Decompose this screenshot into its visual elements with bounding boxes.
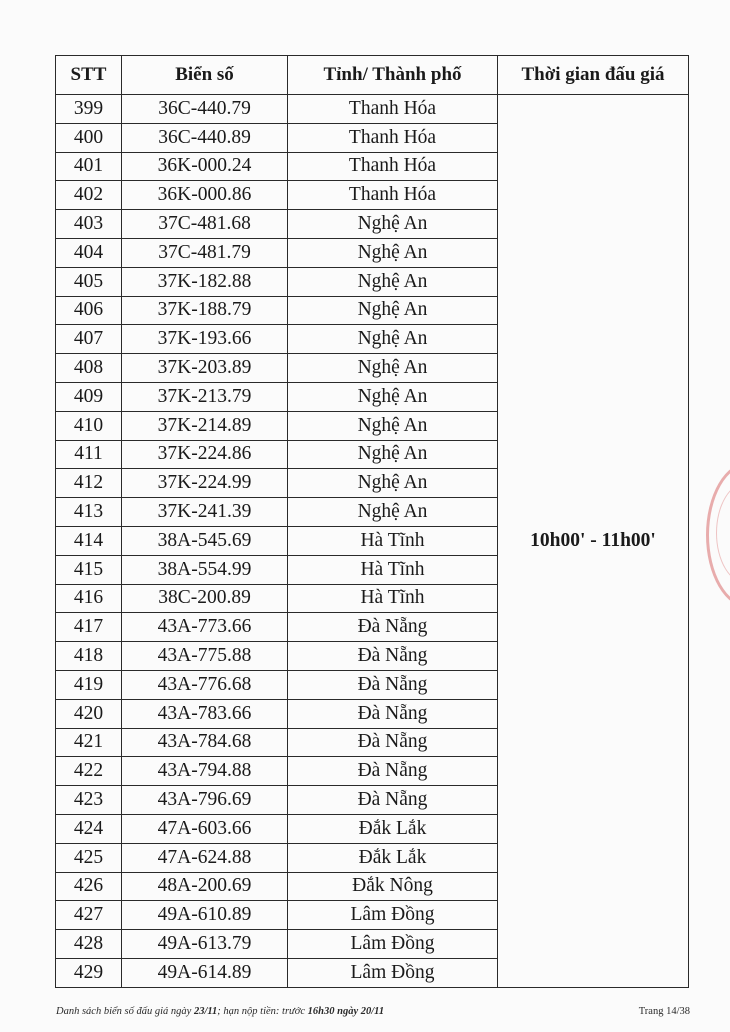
row-stt: 413: [56, 498, 122, 527]
row-province: Đà Nẵng: [288, 728, 498, 757]
row-province: Thanh Hóa: [288, 152, 498, 181]
row-province: Nghệ An: [288, 354, 498, 383]
row-plate: 37K-241.39: [122, 498, 288, 527]
row-stt: 429: [56, 958, 122, 987]
row-province: Lâm Đồng: [288, 901, 498, 930]
row-province: Lâm Đồng: [288, 930, 498, 959]
row-province: Đà Nẵng: [288, 670, 498, 699]
row-stt: 406: [56, 296, 122, 325]
row-province: Hà Tĩnh: [288, 526, 498, 555]
row-province: Nghệ An: [288, 469, 498, 498]
row-plate: 37K-224.86: [122, 440, 288, 469]
row-plate: 43A-773.66: [122, 613, 288, 642]
row-plate: 37K-188.79: [122, 296, 288, 325]
row-stt: 428: [56, 930, 122, 959]
row-stt: 416: [56, 584, 122, 613]
row-stt: 400: [56, 123, 122, 152]
row-plate: 37C-481.68: [122, 210, 288, 239]
row-stt: 407: [56, 325, 122, 354]
row-stt: 419: [56, 670, 122, 699]
row-stt: 423: [56, 786, 122, 815]
row-stt: 414: [56, 526, 122, 555]
row-plate: 37K-193.66: [122, 325, 288, 354]
row-province: Nghệ An: [288, 210, 498, 239]
row-plate: 49A-614.89: [122, 958, 288, 987]
footer-note: [56, 1006, 384, 1017]
row-province: Nghệ An: [288, 382, 498, 411]
row-plate: 37C-481.79: [122, 238, 288, 267]
row-province: Nghệ An: [288, 238, 498, 267]
row-plate: 37K-214.89: [122, 411, 288, 440]
row-plate: 47A-603.66: [122, 814, 288, 843]
row-province: Đà Nẵng: [288, 642, 498, 671]
row-plate: 37K-182.88: [122, 267, 288, 296]
page-number: Trang 14/38: [638, 1006, 690, 1017]
auction-time-slot: 10h00' - 11h00': [498, 95, 689, 988]
row-plate: 43A-783.66: [122, 699, 288, 728]
header-plate: Biển số: [122, 56, 288, 95]
row-province: Thanh Hóa: [288, 95, 498, 124]
row-province: Đắk Nông: [288, 872, 498, 901]
header-stt: STT: [56, 56, 122, 95]
row-province: Đà Nẵng: [288, 786, 498, 815]
row-plate: 43A-794.88: [122, 757, 288, 786]
license-plate-table: [55, 55, 689, 988]
row-plate: 43A-784.68: [122, 728, 288, 757]
row-stt: 412: [56, 469, 122, 498]
row-province: Đà Nẵng: [288, 613, 498, 642]
row-stt: 424: [56, 814, 122, 843]
row-plate: 49A-610.89: [122, 901, 288, 930]
row-province: Hà Tĩnh: [288, 555, 498, 584]
row-province: Thanh Hóa: [288, 123, 498, 152]
row-plate: 36C-440.89: [122, 123, 288, 152]
table-body: [56, 95, 689, 988]
row-plate: 38C-200.89: [122, 584, 288, 613]
row-plate: 37K-203.89: [122, 354, 288, 383]
row-stt: 418: [56, 642, 122, 671]
row-stt: 420: [56, 699, 122, 728]
footer-deadline: 16h30 ngày 20/11: [307, 1006, 385, 1017]
row-province: Đà Nẵng: [288, 757, 498, 786]
row-plate: 43A-796.69: [122, 786, 288, 815]
footer-auction-date: 23/11: [193, 1006, 218, 1017]
header-auction-time: Thời gian đấu giá: [498, 56, 689, 95]
row-province: Đắk Lắk: [288, 843, 498, 872]
header-province: Tỉnh/ Thành phố: [288, 56, 498, 95]
row-stt: 399: [56, 95, 122, 124]
row-stt: 411: [56, 440, 122, 469]
row-stt: 410: [56, 411, 122, 440]
row-plate: 36K-000.86: [122, 181, 288, 210]
row-plate: 37K-224.99: [122, 469, 288, 498]
row-province: Nghệ An: [288, 498, 498, 527]
row-stt: 426: [56, 872, 122, 901]
footer-middle: ; hạn nộp tiền: trước: [217, 1006, 306, 1017]
row-plate: 37K-213.79: [122, 382, 288, 411]
row-stt: 409: [56, 382, 122, 411]
row-stt: 421: [56, 728, 122, 757]
row-stt: 401: [56, 152, 122, 181]
row-province: Nghệ An: [288, 325, 498, 354]
row-province: Nghệ An: [288, 296, 498, 325]
table-row: [56, 95, 689, 124]
row-province: Đà Nẵng: [288, 699, 498, 728]
row-province: Nghệ An: [288, 440, 498, 469]
row-stt: 404: [56, 238, 122, 267]
row-plate: 47A-624.88: [122, 843, 288, 872]
row-stt: 408: [56, 354, 122, 383]
row-plate: 36K-000.24: [122, 152, 288, 181]
row-stt: 425: [56, 843, 122, 872]
row-plate: 48A-200.69: [122, 872, 288, 901]
row-stt: 402: [56, 181, 122, 210]
row-stt: 417: [56, 613, 122, 642]
row-plate: 43A-776.68: [122, 670, 288, 699]
row-stt: 422: [56, 757, 122, 786]
row-plate: 38A-554.99: [122, 555, 288, 584]
row-plate: 36C-440.79: [122, 95, 288, 124]
row-province: Hà Tĩnh: [288, 584, 498, 613]
row-province: Nghệ An: [288, 267, 498, 296]
row-stt: 427: [56, 901, 122, 930]
row-plate: 43A-775.88: [122, 642, 288, 671]
row-stt: 405: [56, 267, 122, 296]
footer-prefix: Danh sách biển số đấu giá ngày: [56, 1006, 192, 1017]
row-province: Thanh Hóa: [288, 181, 498, 210]
row-stt: 403: [56, 210, 122, 239]
row-stt: 415: [56, 555, 122, 584]
row-province: Nghệ An: [288, 411, 498, 440]
table-header-row: [56, 56, 689, 95]
row-province: Đắk Lắk: [288, 814, 498, 843]
row-plate: 49A-613.79: [122, 930, 288, 959]
row-plate: 38A-545.69: [122, 526, 288, 555]
row-province: Lâm Đồng: [288, 958, 498, 987]
